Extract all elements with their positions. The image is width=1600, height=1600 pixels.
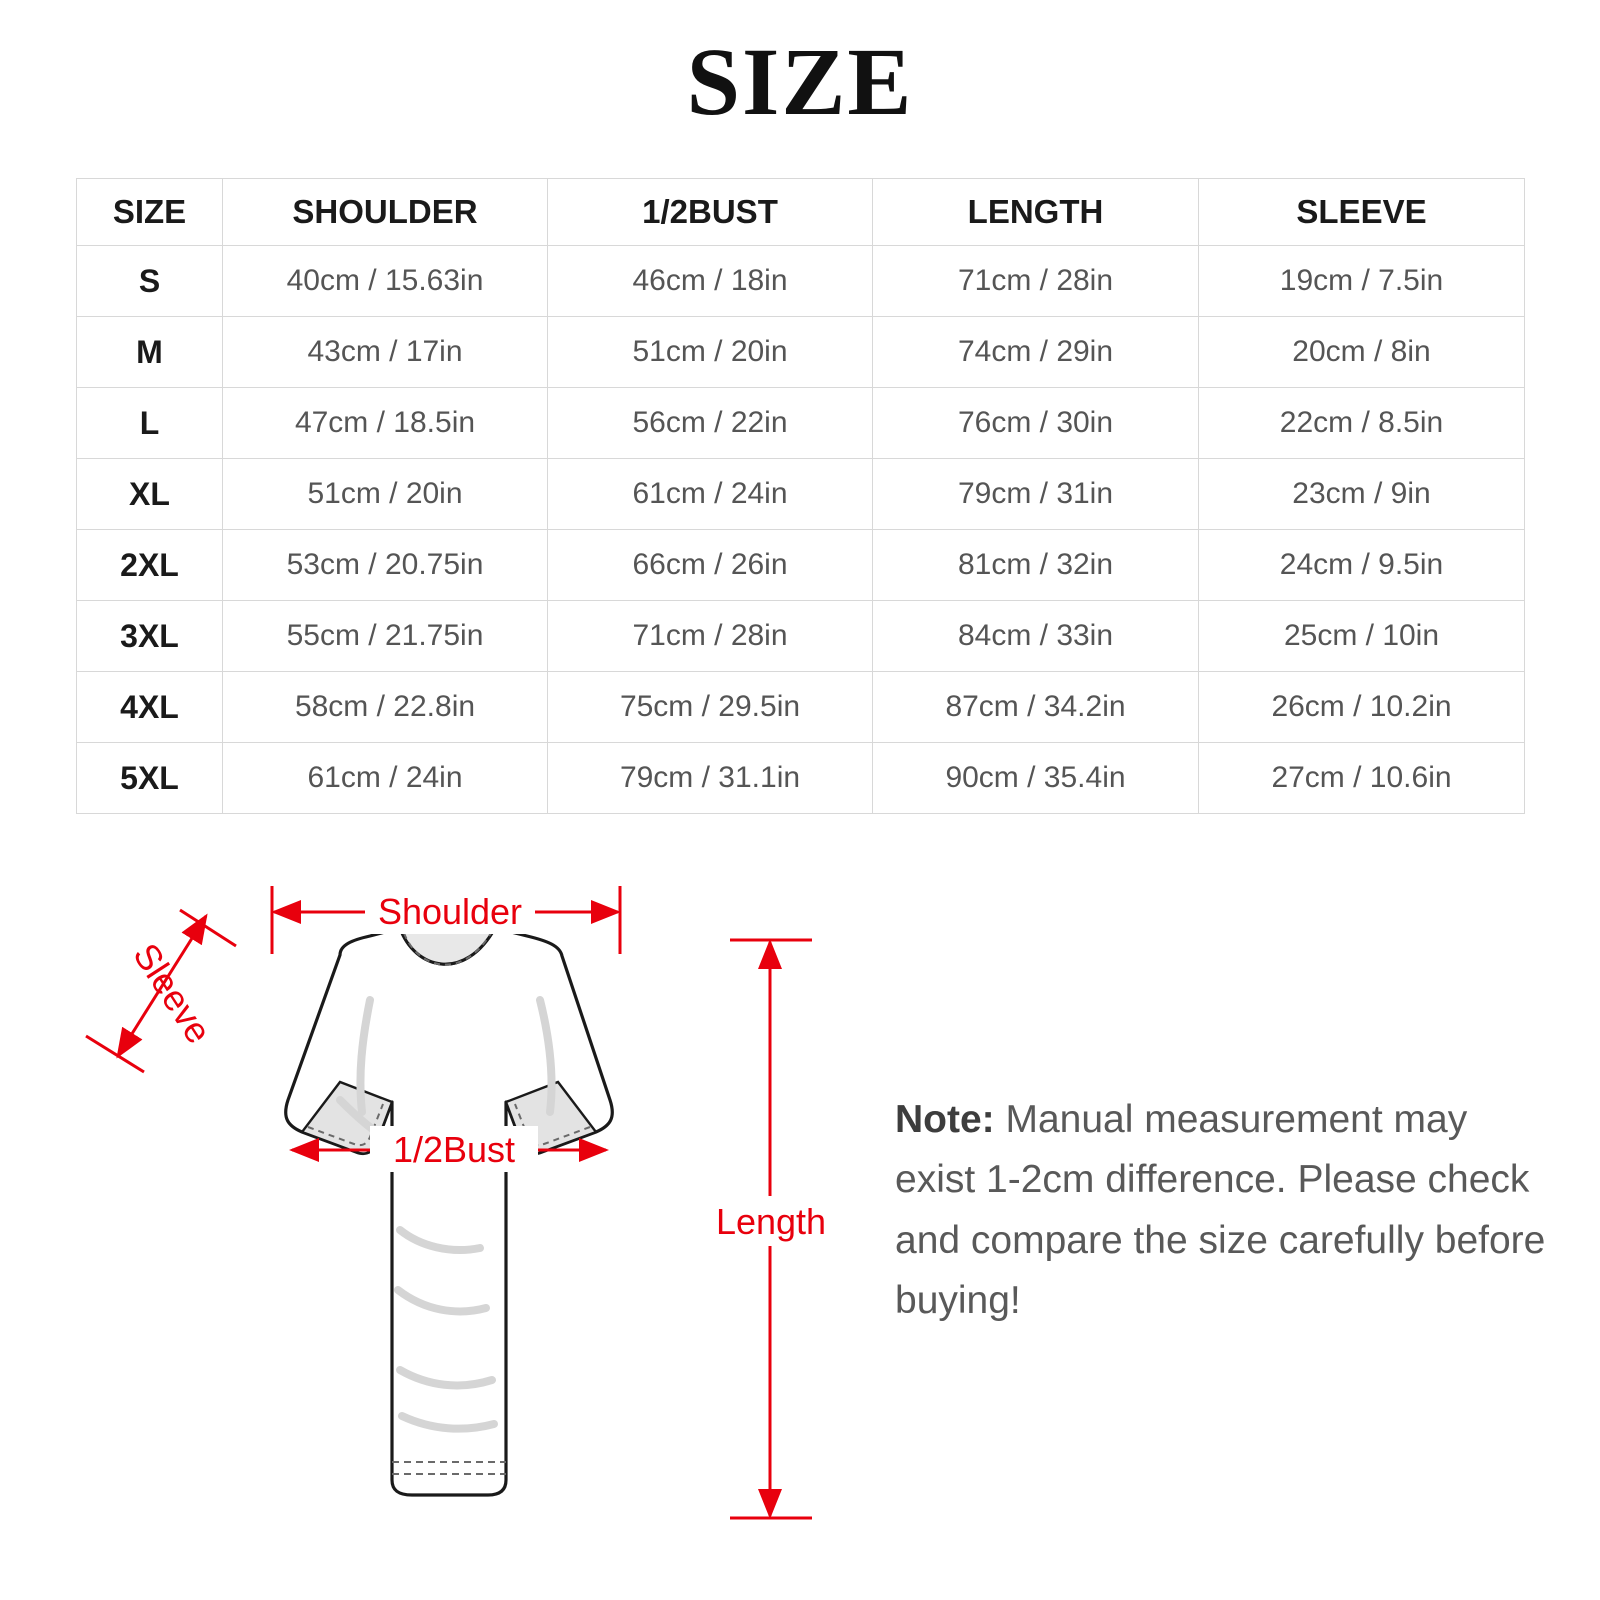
column-header-sleeve: SLEEVE	[1199, 179, 1525, 246]
table-row	[77, 672, 1525, 743]
cell-shoulder: 61cm / 24in	[223, 743, 548, 814]
sleeve-label: Sleeve	[125, 935, 220, 1051]
cell-shoulder: 40cm / 15.63in	[223, 246, 548, 317]
cell-shoulder: 53cm / 20.75in	[223, 530, 548, 601]
cell-bust: 66cm / 26in	[548, 530, 873, 601]
column-header-size: SIZE	[77, 179, 223, 246]
table-row	[77, 601, 1525, 672]
cell-sleeve: 27cm / 10.6in	[1199, 743, 1525, 814]
note-text: Manual measurement may exist 1-2cm difference. Please check and compare the size carefully before buying!	[895, 1098, 1546, 1323]
cell-size: XL	[77, 459, 223, 530]
measurement-diagram	[40, 850, 880, 1570]
cell-length: 76cm / 30in	[873, 388, 1199, 459]
page-title: SIZE	[686, 28, 914, 135]
cell-bust: 46cm / 18in	[548, 246, 873, 317]
cell-shoulder: 43cm / 17in	[223, 317, 548, 388]
cell-bust: 61cm / 24in	[548, 459, 873, 530]
cell-size: M	[77, 317, 223, 388]
cell-bust: 51cm / 20in	[548, 317, 873, 388]
cell-shoulder: 51cm / 20in	[223, 459, 548, 530]
cell-sleeve: 19cm / 7.5in	[1199, 246, 1525, 317]
cell-size: 4XL	[77, 672, 223, 743]
cell-size: 3XL	[77, 601, 223, 672]
cell-shoulder: 55cm / 21.75in	[223, 601, 548, 672]
cell-sleeve: 20cm / 8in	[1199, 317, 1525, 388]
size-chart-table	[76, 178, 1525, 814]
cell-sleeve: 23cm / 9in	[1199, 459, 1525, 530]
column-header-bust: 1/2BUST	[548, 179, 873, 246]
table-row	[77, 530, 1525, 601]
length-label: Length	[715, 1201, 827, 1242]
tshirt-illustration	[286, 916, 613, 1495]
cell-length: 71cm / 28in	[873, 246, 1199, 317]
cell-length: 84cm / 33in	[873, 601, 1199, 672]
table-row	[77, 317, 1525, 388]
cell-shoulder: 58cm / 22.8in	[223, 672, 548, 743]
length-dimension	[712, 940, 830, 1518]
shoulder-label: Shoulder	[377, 891, 523, 932]
cell-shoulder: 47cm / 18.5in	[223, 388, 548, 459]
cell-sleeve: 24cm / 9.5in	[1199, 530, 1525, 601]
cell-sleeve: 25cm / 10in	[1199, 601, 1525, 672]
note-label: Note:	[895, 1098, 995, 1141]
table-row	[77, 459, 1525, 530]
cell-size: S	[77, 246, 223, 317]
cell-length: 74cm / 29in	[873, 317, 1199, 388]
cell-size: 2XL	[77, 530, 223, 601]
table-row	[77, 246, 1525, 317]
sleeve-dimension	[86, 910, 236, 1072]
cell-length: 81cm / 32in	[873, 530, 1199, 601]
cell-size: L	[77, 388, 223, 459]
cell-bust: 75cm / 29.5in	[548, 672, 873, 743]
cell-sleeve: 22cm / 8.5in	[1199, 388, 1525, 459]
cell-bust: 56cm / 22in	[548, 388, 873, 459]
cell-length: 79cm / 31in	[873, 459, 1199, 530]
table-row	[77, 743, 1525, 814]
measurement-note	[895, 1090, 1555, 1332]
column-header-length: LENGTH	[873, 179, 1199, 246]
column-header-shoulder: SHOULDER	[223, 179, 548, 246]
cell-size: 5XL	[77, 743, 223, 814]
cell-bust: 79cm / 31.1in	[548, 743, 873, 814]
table-row	[77, 388, 1525, 459]
bust-label: 1/2Bust	[392, 1129, 516, 1170]
cell-bust: 71cm / 28in	[548, 601, 873, 672]
cell-length: 87cm / 34.2in	[873, 672, 1199, 743]
cell-length: 90cm / 35.4in	[873, 743, 1199, 814]
table-header-row	[77, 179, 1525, 246]
cell-sleeve: 26cm / 10.2in	[1199, 672, 1525, 743]
